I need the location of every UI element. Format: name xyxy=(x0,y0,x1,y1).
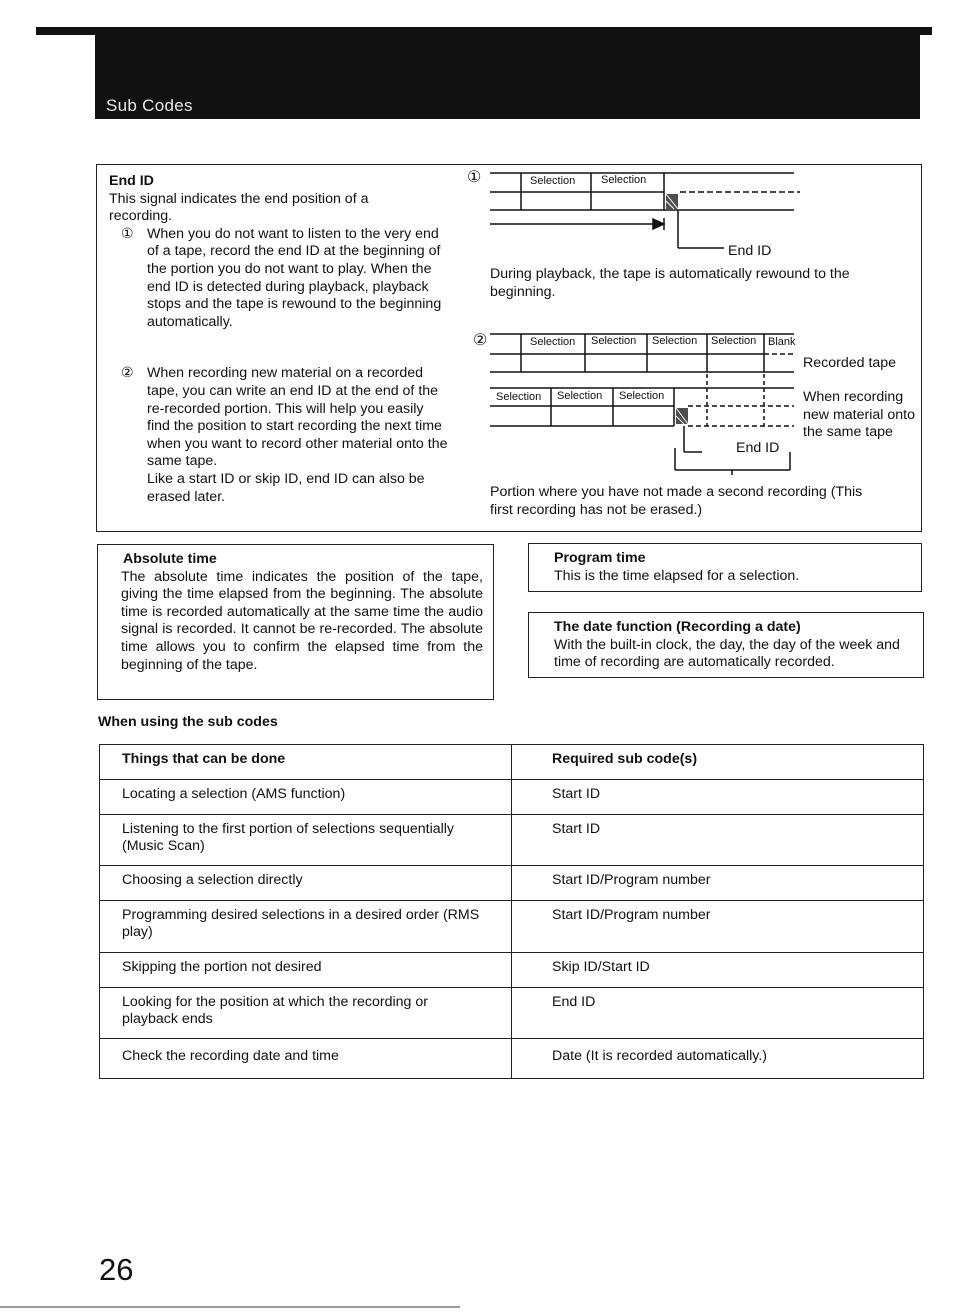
end-id-item-1-text: When you do not want to listen to the very end of a tape, record the end ID at the beginning of the portion you do not want to play. When the end ID is detected during playback, playback stops and the tape is rewound to the beginning automatically. xyxy=(147,225,442,330)
when-recording-label: When recording new material onto the same tape xyxy=(803,389,915,441)
absolute-time-text: The absolute time indicates the position of the tape, giving the time elapsed from the beginning. The absolute time is recorded automatically at the same time the audio signal is recorded. It cannot be re-recorded. The absolute time allows you to confirm the elapsed time from the beginning of the tape. xyxy=(121,568,483,673)
diagram-2-bottom-label-1: Selection xyxy=(496,391,542,403)
item-number-1: ① xyxy=(121,225,134,242)
table-row xyxy=(100,1039,924,1079)
table-cell: Skip ID/Start ID xyxy=(512,953,924,988)
diagram-2-number: ② xyxy=(473,332,488,349)
table-cell: End ID xyxy=(512,988,924,1039)
diagram-1-label-2: Selection xyxy=(601,174,647,186)
table-title: When using the sub codes xyxy=(98,714,278,730)
table-cell-text: Programming desired selections in a desired order (RMS play) xyxy=(122,907,480,941)
recorded-tape-label: Recorded tape xyxy=(803,355,897,371)
table-header-cell: Required sub code(s) xyxy=(512,745,924,780)
table-cell: Start ID/Program number xyxy=(512,866,924,901)
diagram-2-top-label-blank: Blank xyxy=(768,336,796,348)
table-cell xyxy=(100,988,512,1039)
table-cell: Start ID xyxy=(512,815,924,866)
diagram-2-top-label-4: Selection xyxy=(711,335,757,347)
program-time-content xyxy=(554,550,914,585)
diagram-2-end-id-label: End ID xyxy=(736,440,780,456)
table-row xyxy=(100,780,924,815)
table-row xyxy=(100,866,924,901)
page-number: 26 xyxy=(99,1252,134,1287)
date-function-content xyxy=(554,619,922,672)
diagram-2-bottom-label-3: Selection xyxy=(619,390,665,402)
table-cell: Skipping the portion not desired xyxy=(100,953,512,988)
end-id-item-2-extra: Like a start ID or skip ID, end ID can also be erased later. xyxy=(147,470,425,505)
table-cell: Date (It is recorded automatically.) xyxy=(512,1039,924,1079)
bottom-rule xyxy=(0,1306,460,1308)
absolute-time-heading: Absolute time xyxy=(123,551,217,567)
end-id-heading: End ID xyxy=(109,173,154,189)
header-bar xyxy=(95,33,920,119)
page-title: Sub Codes xyxy=(106,96,193,115)
end-id-item-2 xyxy=(109,365,449,506)
diagram-1-caption: During playback, the tape is automatically rewound to the beginning. xyxy=(490,266,850,300)
table-cell: Start ID xyxy=(512,780,924,815)
table-cell: Start ID/Program number xyxy=(512,901,924,953)
table-cell xyxy=(100,815,512,866)
sub-codes-table xyxy=(99,744,924,1079)
table-cell-text: Looking for the position at which the recording or playback ends xyxy=(122,994,429,1028)
date-function-heading: The date function (Recording a date) xyxy=(554,619,801,635)
diagram-1-number: ① xyxy=(467,169,482,186)
diagram-2-top-label-1: Selection xyxy=(530,336,576,348)
table-header-row xyxy=(100,745,924,780)
table-header-cell: Things that can be done xyxy=(100,745,512,780)
item-number-2: ② xyxy=(121,365,134,382)
table-cell xyxy=(100,901,512,953)
table-row xyxy=(100,953,924,988)
table-cell-text: Listening to the first portion of selections sequentially (Music Scan) xyxy=(122,821,455,855)
table-row xyxy=(100,901,924,953)
absolute-time-content xyxy=(121,551,483,674)
end-id-text-column xyxy=(109,173,449,506)
diagram-2-bottom-label-2: Selection xyxy=(557,390,603,402)
end-id-item-2-text: When recording new material on a recorded tape, you can write an end ID at the end of the re-recorded portion. This will help you easily find the position to start recording the next time when you want to record other material onto the same tape. xyxy=(147,365,448,470)
end-id-item-1 xyxy=(109,226,449,332)
table-row xyxy=(100,815,924,866)
diagram-2-caption: Portion where you have not made a second recording (This first recording has not be erased.) xyxy=(490,484,863,518)
program-time-heading: Program time xyxy=(554,550,646,566)
diagram-2-top-label-3: Selection xyxy=(652,335,698,347)
diagram-1-end-id-label: End ID xyxy=(728,243,772,259)
table-row xyxy=(100,988,924,1039)
diagram-1-label-1: Selection xyxy=(530,175,576,187)
end-id-intro: This signal indicates the end position of a recording. xyxy=(109,190,369,225)
table-cell: Check the recording date and time xyxy=(100,1039,512,1079)
diagram-2-top-label-2: Selection xyxy=(591,335,637,347)
table-cell: Locating a selection (AMS function) xyxy=(100,780,512,815)
program-time-text: This is the time elapsed for a selection. xyxy=(554,567,800,584)
table-cell: Choosing a selection directly xyxy=(100,866,512,901)
date-function-text: With the built-in clock, the day, the day of the week and time of recording are automatically recorded. xyxy=(554,636,900,671)
